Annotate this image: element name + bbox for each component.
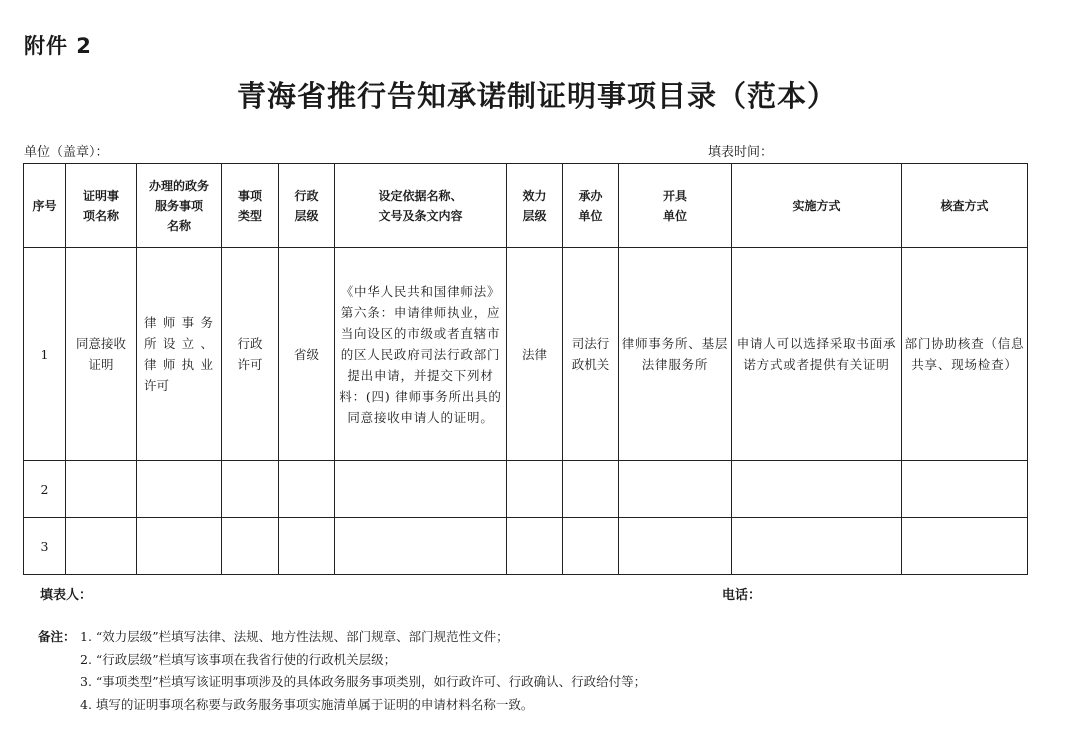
cell-item-type: 行政 许可 (222, 248, 279, 461)
header-serial-no: 序号 (24, 164, 66, 248)
empty-cell (563, 518, 619, 575)
table-row (24, 461, 1028, 518)
empty-cell (563, 461, 619, 518)
attachment-label: 附件 2 (24, 34, 92, 58)
unit-seal-label: 单位（盖章）： (24, 145, 109, 160)
empty-cell (619, 461, 732, 518)
empty-cell (732, 518, 902, 575)
cell-implementation: 申请人可以选择采取书面承诺方式或者提供有关证明 (732, 248, 902, 461)
note-item: 3. “事项类型”栏填写该证明事项涉及的具体政务服务事项类别，如行政许可、行政确认、行政给付等； (80, 674, 647, 689)
note-item: 备注： 1. “效力层级”栏填写法律、法规、地方性法规、部门规章、部门规范性文件； (38, 626, 646, 649)
cell-admin-level: 省级 (279, 248, 335, 461)
phone-label: 电话： (722, 588, 762, 603)
empty-cell (279, 518, 335, 575)
empty-cell (137, 461, 222, 518)
cell-effect-level: 法律 (507, 248, 563, 461)
empty-cell (66, 518, 137, 575)
empty-cell (507, 518, 563, 575)
cell-serial-no: 3 (24, 518, 66, 575)
empty-cell (507, 461, 563, 518)
notes-section (38, 626, 646, 716)
cell-serial-no: 2 (24, 461, 66, 518)
empty-cell (335, 461, 507, 518)
header-verification: 核查方式 (902, 164, 1028, 248)
header-item-type: 事项 类型 (222, 164, 279, 248)
empty-cell (335, 518, 507, 575)
table-row (24, 248, 1028, 461)
header-certificate-name: 证明事 项名称 (66, 164, 137, 248)
cell-issuing-unit: 律师事务所、基层法律服务所 (619, 248, 732, 461)
header-handling-unit: 承办 单位 (563, 164, 619, 248)
header-service-item-name: 办理的政务 服务事项 名称 (137, 164, 222, 248)
empty-cell (279, 461, 335, 518)
empty-cell (732, 461, 902, 518)
notes-label: 备注： (38, 629, 76, 644)
note-item: 4. 填写的证明事项名称要与政务服务事项实施清单属于证明的申请材料名称一致。 (80, 696, 534, 712)
empty-cell (902, 461, 1028, 518)
note-item: 2. “行政层级”栏填写该事项在我省行使的行政机关层级； (80, 651, 397, 667)
header-effect-level: 效力 层级 (507, 164, 563, 248)
fill-time-label: 填表时间： (708, 145, 774, 160)
cell-handling-unit: 司法行 政机关 (563, 248, 619, 461)
filler-label: 填表人： (40, 588, 93, 603)
page-title: 青海省推行告知承诺制证明事项目录（范本） (236, 79, 837, 113)
empty-cell (902, 518, 1028, 575)
cell-service-item-name: 律师事务 所设立、 律师执业 许可 (137, 248, 222, 461)
header-implementation: 实施方式 (732, 164, 902, 248)
cell-verification: 部门协助核查（信息共享、现场检查） (902, 248, 1028, 461)
empty-cell (222, 518, 279, 575)
table-header-row (24, 164, 1028, 248)
header-legal-basis: 设定依据名称、 文号及条文内容 (335, 164, 507, 248)
cell-serial-no: 1 (24, 248, 66, 461)
cell-legal-basis: 《中华人民共和国律师法》第六条：申请律师执业，应当向设区的市级或者直辖市的区人民政府司法行政部门提出申请，并提交下列材料：(四) 律师事务所出具的同意接收申请人的证明。 (335, 248, 507, 461)
cell-certificate-name: 同意接收 证明 (66, 248, 137, 461)
table-row (24, 518, 1028, 575)
empty-cell (222, 461, 279, 518)
empty-cell (619, 518, 732, 575)
certificate-catalog-table (23, 163, 1028, 575)
header-issuing-unit: 开具 单位 (619, 164, 732, 248)
header-admin-level: 行政 层级 (279, 164, 335, 248)
empty-cell (66, 461, 137, 518)
empty-cell (137, 518, 222, 575)
